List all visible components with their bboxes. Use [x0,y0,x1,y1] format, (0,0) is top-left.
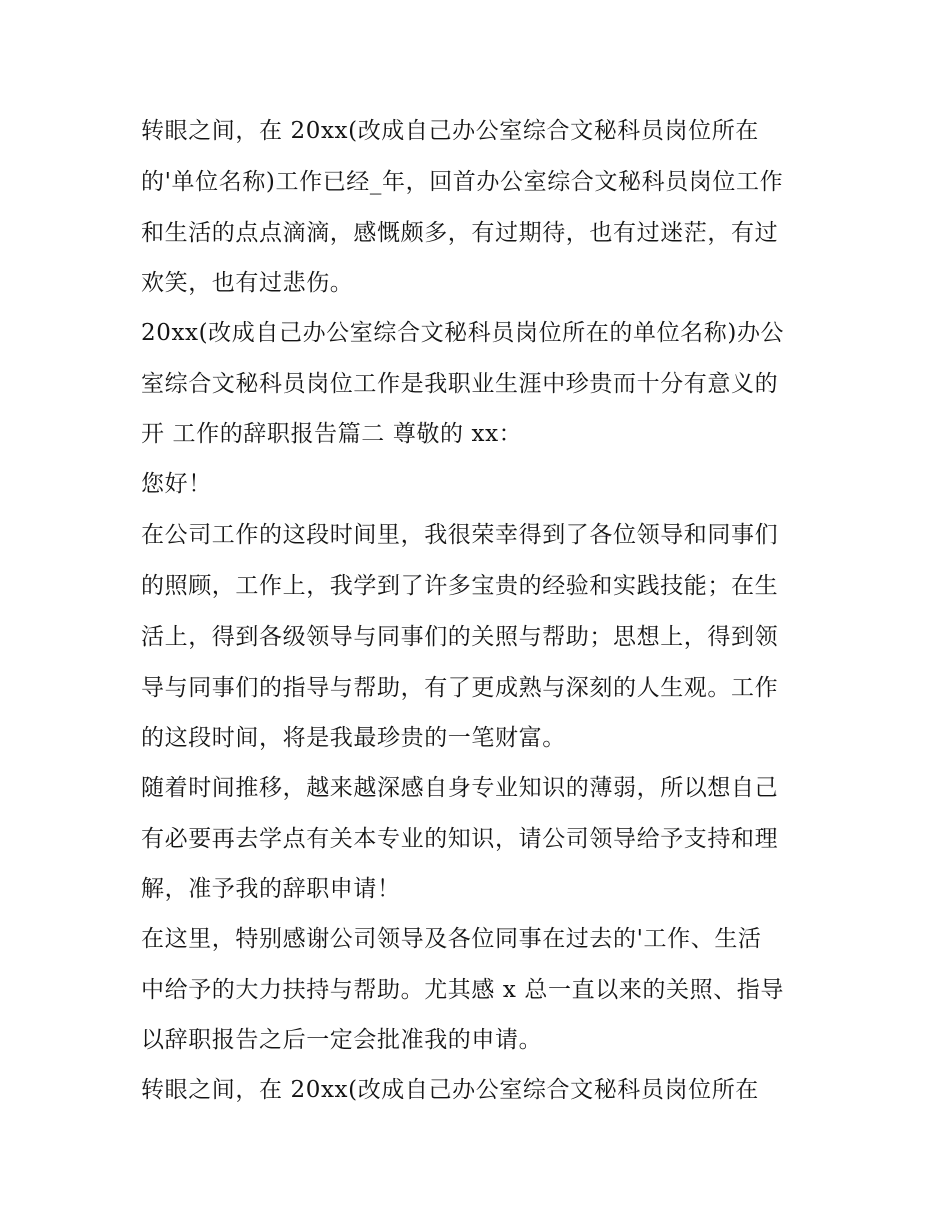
text-line: 转眼之间，在 20xx(改成自己办公室综合文秘科员岗位所在 [141,1077,759,1103]
text-line: 在这里，特别感谢公司领导及各位同事在过去的'工作、生活 [141,926,762,952]
text-line: 有必要再去学点有关本专业的知识，请公司领导给予支持和理 [141,826,779,852]
text-line: 导与同事们的指导与帮助，有了更成熟与深刻的人生观。工作 [141,675,779,701]
text-line: 以辞职报告之后一定会批准我的申请。 [141,1027,543,1053]
text-line: 的这段时间，将是我最珍贵的一笔财富。 [141,725,566,751]
text-line: 活上，得到各级领导与同事们的关照与帮助；思想上，得到领 [141,624,779,650]
text-line: 中给予的大力扶持与帮助。尤其感 x 总一直以来的关照、指导 [141,977,784,1003]
text-line: 解，准予我的辞职申请！ [141,876,401,902]
text-line: 和生活的点点滴滴，感慨颇多，有过期待，也有过迷茫，有过 [141,220,779,246]
text-line: 开 工作的辞职报告篇二 尊敬的 xx： [141,421,523,447]
text-line: 欢笑，也有过悲伤。 [141,270,354,296]
document-body [141,106,821,1116]
text-line: 20xx(改成自己办公室综合文秘科员岗位所在的单位名称)办公 [141,320,785,346]
text-line: 在公司工作的这段时间里，我很荣幸得到了各位领导和同事们 [141,522,779,548]
text-line: 的'单位名称)工作已经_年，回首办公室综合文秘科员岗位工作 [141,169,784,195]
text-line: 随着时间推移，越来越深感自身专业知识的薄弱，所以想自己 [141,775,779,801]
text-line: 的照顾，工作上，我学到了许多宝贵的经验和实践技能；在生 [141,573,779,599]
text-line: 转眼之间，在 20xx(改成自己办公室综合文秘科员岗位所在 [141,118,759,144]
text-line: 您好！ [141,471,212,497]
text-line: 室综合文秘科员岗位工作是我职业生涯中珍贵而十分有意义的 [141,371,779,397]
